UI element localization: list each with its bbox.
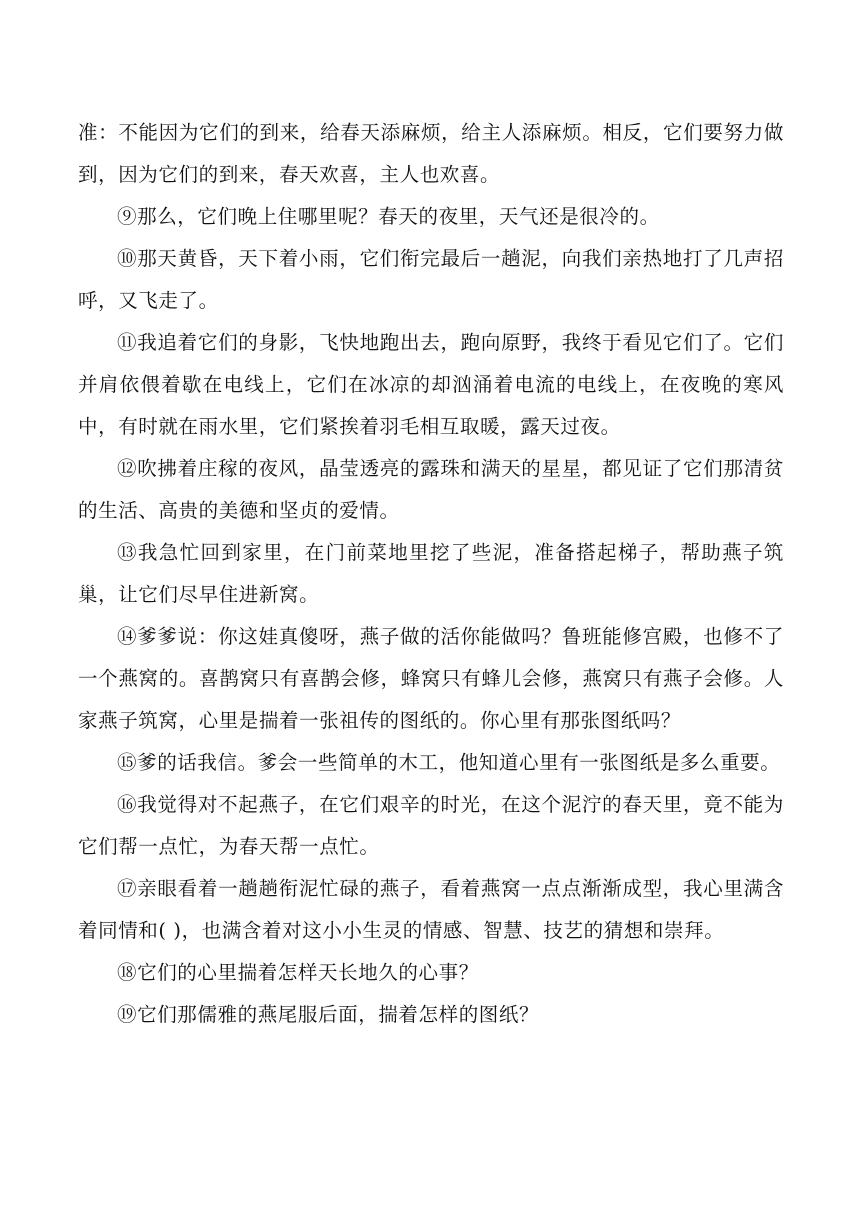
paragraph-11: ⑪我追着它们的身影，飞快地跑出去，跑向原野，我终于看见它们了。它们并肩依偎着歇在电线上，它们在冰凉的却汹涌着电流的电线上，在夜晚的寒风中，有时就在雨水里，它们紧挨着羽毛相互取暖，露天过夜。: [78, 331, 784, 438]
paragraph-18: ⑱它们的心里揣着怎样天长地久的心事？: [117, 961, 479, 984]
document-body: [78, 112, 784, 1036]
paragraph-12: ⑫吹拂着庄稼的夜风，晶莹透亮的露珠和满天的星星，都见证了它们那清贫的生活、高贵的美德和坚贞的爱情。: [78, 457, 784, 522]
paragraph-13: ⑬我急忙回到家里，在门前菜地里挖了些泥，准备搭起梯子，帮助燕子筑巢，让它们尽早住进新窝。: [78, 541, 784, 606]
paragraph-continued: 准：不能因为它们的到来，给春天添麻烦，给主人添麻烦。相反，它们要努力做到，因为它们的到来，春天欢喜，主人也欢喜。: [78, 121, 784, 186]
paragraph-16: ⑯我觉得对不起燕子，在它们艰辛的时光，在这个泥泞的春天里，竟不能为它们帮一点忙，为春天帮一点忙。: [78, 793, 784, 858]
paragraph-17: ⑰亲眼看着一趟趟衔泥忙碌的燕子，看着燕窝一点点渐渐成型，我心里满含着同情和( )，也满含着对这小小生灵的情感、智慧、技艺的猜想和崇拜。: [78, 877, 784, 942]
paragraph-14: ⑭爹爹说：你这娃真傻呀，燕子做的活你能做吗？鲁班能修宫殿，也修不了一个燕窝的。喜鹊窝只有喜鹊会修，蜂窝只有蜂儿会修，燕窝只有燕子会修。人家燕子筑窝，心里是揣着一张祖传的图纸的。你心里有那张图纸吗？: [78, 625, 784, 732]
paragraph-10: ⑩那天黄昏，天下着小雨，它们衔完最后一趟泥，向我们亲热地打了几声招呼，又飞走了。: [78, 247, 784, 312]
paragraph-9: ⑨那么，它们晚上住哪里呢？春天的夜里，天气还是很冷的。: [117, 205, 660, 228]
paragraph-19: ⑲它们那儒雅的燕尾服后面，揣着怎样的图纸？: [117, 1003, 540, 1026]
paragraph-15: ⑮爹的话我信。爹会一些简单的木工，他知道心里有一张图纸是多么重要。: [117, 751, 781, 774]
